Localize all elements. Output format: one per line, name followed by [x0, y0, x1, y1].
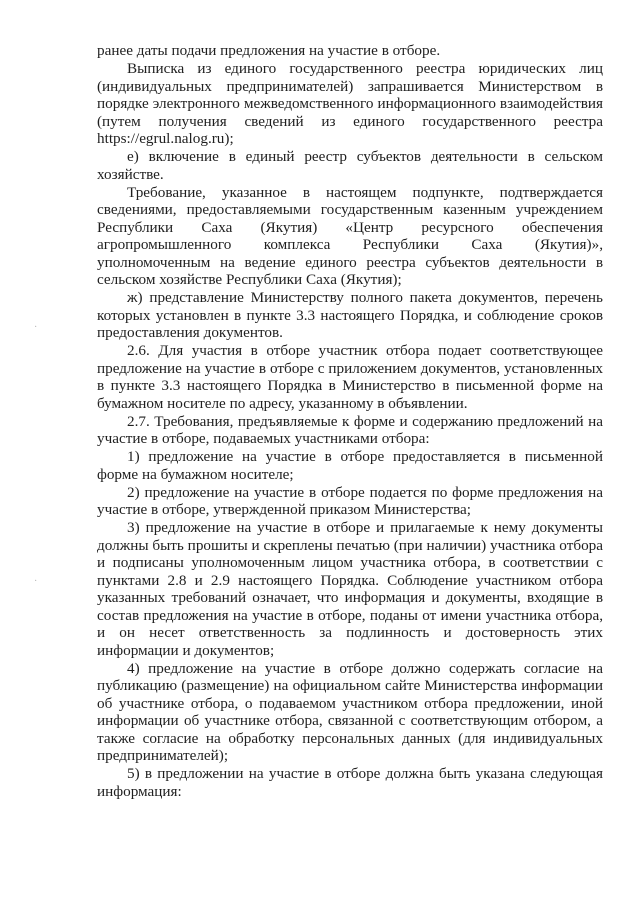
- paragraph: е) включение в единый реестр субъектов деятельности в сельском хозяйстве.: [97, 148, 603, 183]
- paragraph: 2.6. Для участия в отборе участник отбора подает соответствующее предложение на участие в отборе с приложением документов, установленных в пункте 3.3 настоящего Порядка в Министерство в письменной форме на бумажном носителе по адресу, указанному в объявлении.: [97, 342, 603, 412]
- paragraph: ж) представление Министерству полного пакета документов, перечень которых установлен в пункте 3.3 настоящего Порядка, и соблюдение сроков предоставления документов.: [97, 289, 603, 341]
- scan-mark: ·: [34, 322, 38, 333]
- paragraph: 1) предложение на участие в отборе предоставляется в письменной форме на бумажном носителе;: [97, 448, 603, 483]
- paragraph: 5) в предложении на участие в отборе должна быть указана следующая информация:: [97, 765, 603, 800]
- scan-mark: ·: [34, 576, 38, 587]
- paragraph: 2.7. Требования, предъявляемые к форме и содержанию предложений на участие в отборе, подаваемых участниками отбора:: [97, 412, 603, 447]
- document-body: [97, 42, 603, 801]
- paragraph: Требование, указанное в настоящем подпункте, подтверждается сведениями, предоставляемыми государственным казенным учреждением Республики Саха (Якутия) «Центр ресурсного обеспечения агропромышленного комплекса Республики Саха (Якутия)», уполномоченным на ведение единого реестра субъектов деятельности в сельском хозяйстве Республики Саха (Якутия);: [97, 183, 603, 288]
- paragraph: Выписка из единого государственного реестра юридических лиц (индивидуальных предпринимателей) запрашивается Министерством в порядке электронного межведомственного информационного взаимодействия (путем получения сведений из единого государственного реестра https://egrul.nalog.ru);: [97, 60, 603, 147]
- paragraph: ранее даты подачи предложения на участие в отборе.: [97, 42, 441, 59]
- paragraph: 2) предложение на участие в отборе подается по форме предложения на участие в отборе, утвержденной приказом Министерства;: [97, 483, 603, 518]
- paragraph: 4) предложение на участие в отборе должно содержать согласие на публикацию (размещение) на официальном сайте Министерства информации об участнике отбора, о подаваемом участником отбора предложении, иной информации об участнике отбора, связанной с соответствующим отбором, а также согласие на обработку персональных данных (для индивидуальных предпринимателей);: [97, 659, 603, 764]
- paragraph: 3) предложение на участие в отборе и прилагаемые к нему документы должны быть прошиты и скреплены печатью (при наличии) участника отбора и подписаны уполномоченным лицом участника отбора, в соответствии с пунктами 2.8 и 2.9 настоящего Порядка. Соблюдение участником отбора указанных требований означает, что информация и документы, входящие в состав предложения на участие в отборе, поданы от имени участника отбора, и он несет ответственность за подлинность и достоверность этих информации и документов;: [97, 519, 603, 659]
